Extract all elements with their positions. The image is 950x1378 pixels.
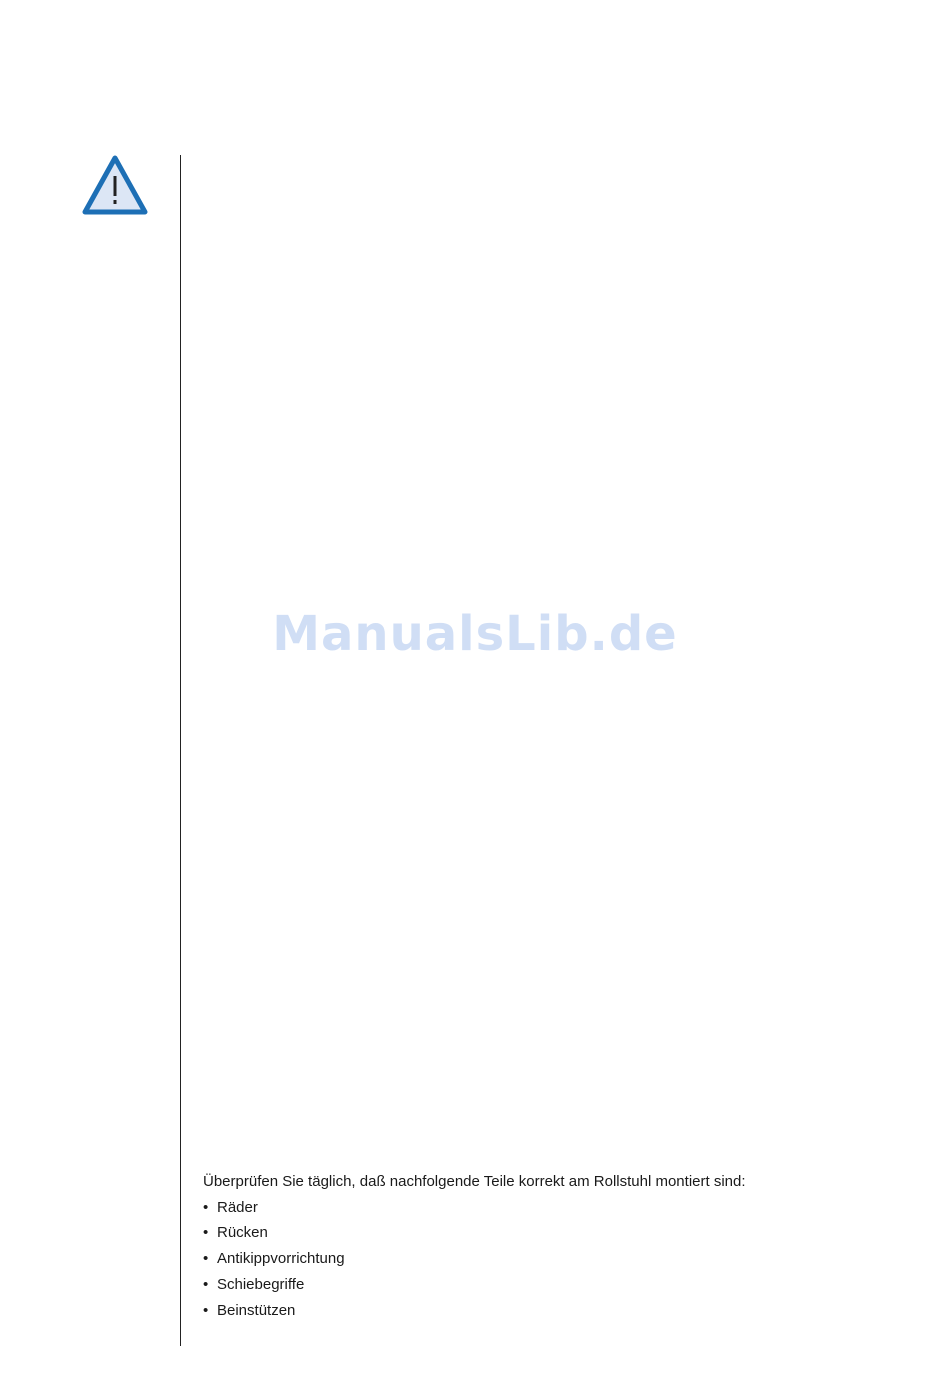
check-intro: Überprüfen Sie täglich, daß nachfolgende Teile korrekt am Rollstuhl montiert sind:	[203, 1173, 746, 1190]
check-part-label: Antikippvorrichtung	[217, 1250, 345, 1267]
check-part-item	[203, 1302, 295, 1320]
check-part-item	[203, 1276, 304, 1294]
bullet: •	[203, 1250, 209, 1267]
check-part-label: Rücken	[217, 1224, 268, 1241]
bullet: •	[203, 1302, 209, 1319]
check-part-label: Beinstützen	[217, 1302, 296, 1319]
watermark: ManualsLib.de	[272, 606, 678, 662]
warning-triangle-icon	[81, 154, 149, 216]
check-part-label: Schiebegriffe	[217, 1276, 305, 1293]
check-part-item	[203, 1224, 268, 1242]
bullet: •	[203, 1224, 209, 1241]
check-part-item	[203, 1199, 258, 1217]
bullet: •	[203, 1276, 209, 1293]
bullet: •	[203, 1199, 209, 1216]
check-part-item	[203, 1250, 345, 1268]
margin-rule	[180, 155, 181, 1346]
check-part-label: Räder	[217, 1199, 258, 1216]
